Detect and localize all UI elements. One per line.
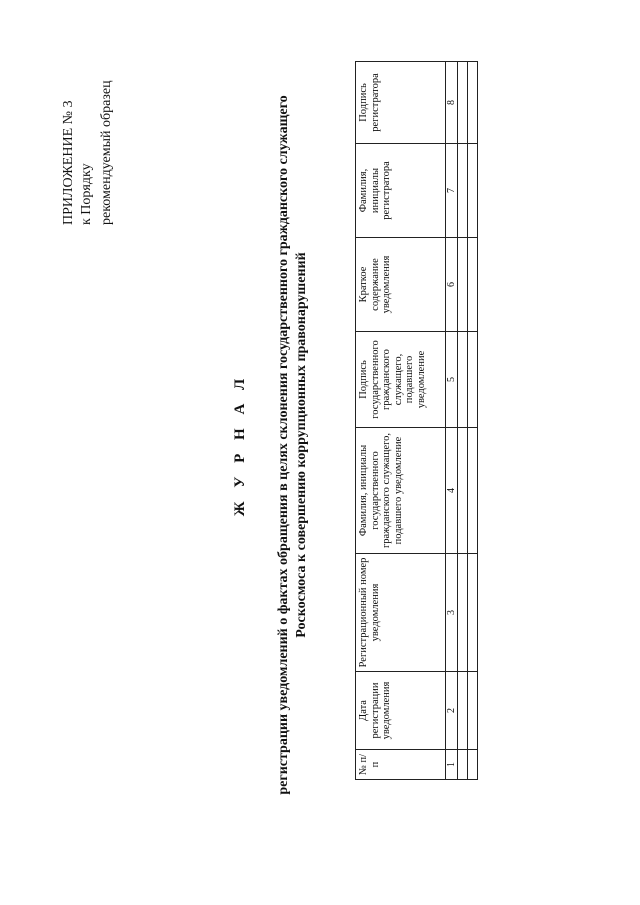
column-number-row: [446, 62, 458, 780]
table-cell: [458, 62, 468, 144]
header-summary: Краткое содержание уведомления: [356, 238, 446, 332]
table-header-row: [356, 62, 446, 780]
table-cell: [458, 750, 468, 780]
table-cell: [468, 62, 478, 144]
table-cell: [468, 144, 478, 238]
table-cell: [468, 238, 478, 332]
journal-table: [355, 61, 478, 780]
table-cell: [458, 144, 468, 238]
header-registrar-signature: Подпись регистратора: [356, 62, 446, 144]
header-registration-date: Дата регистрации уведомления: [356, 672, 446, 750]
column-number: 2: [446, 672, 458, 750]
appendix-reference: к Порядку: [79, 163, 94, 225]
table-cell: [468, 750, 478, 780]
table-cell: [468, 672, 478, 750]
appendix-number: ПРИЛОЖЕНИЕ № 3: [61, 100, 76, 225]
column-number: 3: [446, 554, 458, 672]
header-number: № п/п: [356, 750, 446, 780]
table-cell: [458, 554, 468, 672]
table-cell: [458, 428, 468, 554]
column-number: 8: [446, 62, 458, 144]
table-row: [468, 62, 478, 780]
column-number: 6: [446, 238, 458, 332]
table-cell: [458, 332, 468, 428]
header-employee-name: Фамилия, инициалы государственного гражданского служащего, подавшего уведомление: [356, 428, 446, 554]
table-cell: [468, 428, 478, 554]
appendix-sample-note: рекомендуемый образец: [99, 80, 114, 225]
table-cell: [468, 554, 478, 672]
table-row: [458, 62, 468, 780]
column-number: 4: [446, 428, 458, 554]
column-number: 5: [446, 332, 458, 428]
table-cell: [458, 238, 468, 332]
column-number: 1: [446, 750, 458, 780]
table-cell: [458, 672, 468, 750]
header-registrar-name: Фамилия, инициалы регистратора: [356, 144, 446, 238]
header-registration-number: Регистрационный номер уведомления: [356, 554, 446, 672]
header-employee-signature: Подпись государственного гражданского служащего, подавшего уведомление: [356, 332, 446, 428]
document-title: Ж У Р Н А Л: [232, 373, 248, 517]
appendix-block: [60, 15, 116, 225]
document-subtitle-line-1: регистрации уведомлений о фактах обращения в целях склонения государственного гражданского служащего: [276, 95, 291, 795]
document-subtitle-line-2: Роскосмоса к совершению коррупционных правонарушений: [294, 252, 309, 638]
table-cell: [468, 332, 478, 428]
column-number: 7: [446, 144, 458, 238]
